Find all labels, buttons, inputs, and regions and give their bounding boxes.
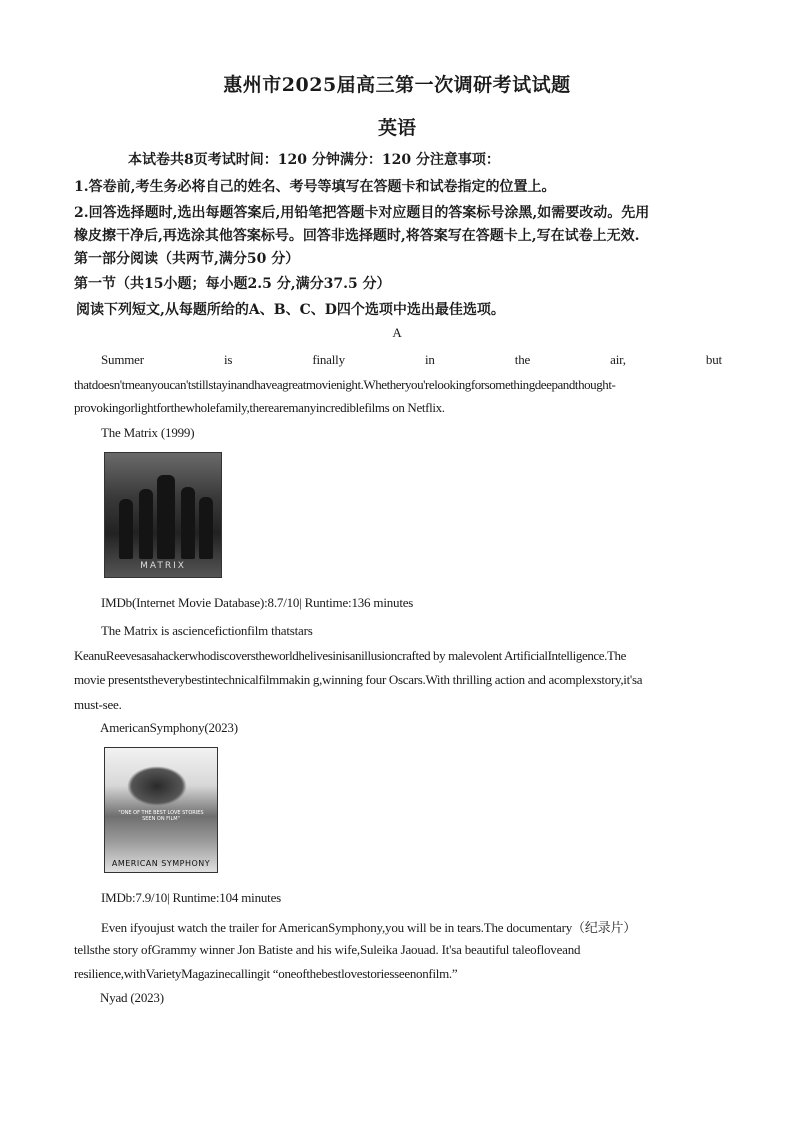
poster-figure	[119, 499, 133, 559]
movie-1-desc-line-3: movie presentstheverybestintechnicalfilmmakin g,winning four Oscars.With thrilling action and acomplexstory,it'sa	[74, 672, 643, 687]
note-1: 1.答卷前,考生务必将自己的姓名、考号等填写在答题卡和试卷指定的位置上。	[74, 179, 556, 195]
intro-word: air,	[610, 352, 626, 367]
poster-figure	[157, 475, 175, 559]
exam-title: 惠州市2025届高三第一次调研考试试题	[223, 74, 571, 96]
exam-intro: 本试卷共8页考试时间：120 分钟满分：120 分注意事项：	[128, 152, 500, 168]
intro-word: but	[705, 352, 722, 367]
movie-2-desc-line-3: resilience,withVarietyMagazinecallingit “oneofthebestlovestoriesseenonfilm.”	[74, 966, 458, 981]
movie-1-desc-line-1: The Matrix is asciencefictionfilm thatstars	[101, 623, 313, 638]
poster-figure	[181, 487, 195, 559]
poster-quote: "ONE OF THE BEST LOVE STORIES SEEN ON FILM"	[118, 810, 204, 822]
poster-figure	[127, 766, 187, 806]
intro-word: the	[514, 352, 531, 367]
intro-word: is	[223, 352, 233, 367]
movie-1-desc-line-2: KeanuReevesasahackerwhodiscoverstheworldhelivesinisanillusioncrafted by malevolent ArtificialIntelligence.The	[74, 648, 627, 663]
poster-figure	[139, 489, 153, 559]
exam-subject: 英语	[377, 117, 416, 139]
passage-intro-line-3: provokingorlightforthewholefamily,therearemanyincrediblefilms on Netflix.	[74, 400, 445, 415]
note-2-line-1: 2.回答选择题时,选出每题答案后,用铅笔把答题卡对应题目的答案标号涂黑,如需要改动。先用	[74, 205, 650, 221]
note-2-line-2: 橡皮擦干净后,再选涂其他答案标号。回答非选择题时,将答案写在答题卡上,写在试卷上无效.	[74, 228, 640, 244]
intro-word: finally	[312, 352, 345, 367]
matrix-poster-image	[104, 452, 222, 578]
movie-3-title: Nyad (2023)	[100, 990, 164, 1005]
intro-word: in	[424, 352, 435, 367]
movie-2-title: AmericanSymphony(2023)	[100, 720, 238, 735]
part-1-heading: 第一部分阅读（共两节,满分50 分）	[74, 251, 300, 267]
poster-caption: MATRIX	[140, 561, 186, 571]
passage-intro-line-1	[101, 352, 722, 368]
movie-2-desc-line-2: tellsthe story ofGrammy winner Jon Batiste and his wife,Suleika Jaouad. It'sa beautiful taleofloveand	[74, 942, 581, 957]
american-symphony-poster-image	[104, 747, 218, 873]
poster-figure	[199, 497, 213, 559]
directions: 阅读下列短文,从每题所给的A、B、C、D四个选项中选出最佳选项。	[76, 302, 505, 318]
movie-2-rating: IMDb:7.9/10| Runtime:104 minutes	[101, 890, 282, 905]
poster-caption: AMERICAN SYMPHONY	[111, 859, 211, 868]
movie-1-rating: IMDb(Internet Movie Database):8.7/10| Runtime:136 minutes	[101, 595, 414, 610]
section-1-heading: 第一节（共15小题；每小题2.5 分,满分37.5 分）	[74, 276, 391, 292]
passage-intro-line-2: thatdoesn'tmeanyoucan'tstillstayinandhaveagreatmovienight.Whetheryou'relookingforsomethingdeepandthought-	[74, 377, 616, 392]
movie-1-title: The Matrix (1999)	[101, 425, 195, 440]
intro-word: Summer	[101, 352, 144, 367]
movie-1-desc-line-4: must-see.	[74, 697, 122, 712]
movie-2-desc-line-1: Even ifyoujust watch the trailer for AmericanSymphony,you will be in tears.The documentary（纪录片）	[101, 920, 637, 935]
passage-label: A	[392, 325, 402, 340]
